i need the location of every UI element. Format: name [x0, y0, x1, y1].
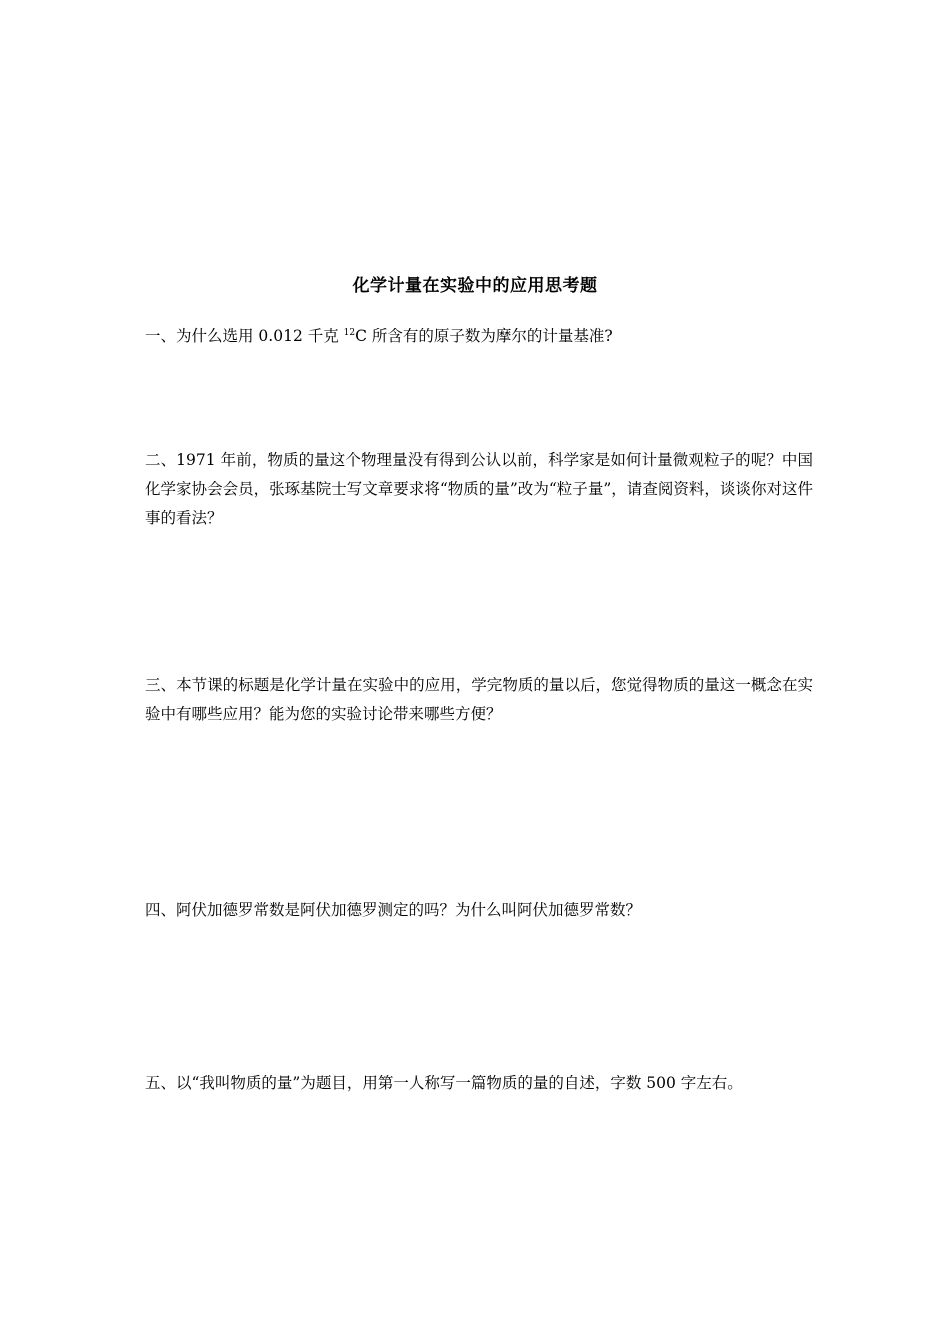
isotope-superscript: 12: [343, 328, 356, 338]
question-1-text-after: C 所含有的原子数为摩尔的计量基准?: [355, 327, 613, 345]
question-4: 四、阿伏加德罗常数是阿伏加德罗测定的吗？为什么叫阿伏加德罗常数？: [145, 901, 642, 919]
document-title: 化学计量在实验中的应用思考题: [352, 276, 598, 296]
question-1: [145, 322, 813, 351]
question-3: 三、本节课的标题是化学计量在实验中的应用，学完物质的量以后，您觉得物质的量这一概念在实验中有哪些应用？能为您的实验讨论带来哪些方便？: [145, 676, 813, 723]
question-2: 二、1971 年前，物质的量这个物理量没有得到公认以前，科学家是如何计量微观粒子的呢？中国化学家协会会员，张琢基院士写文章要求将“物质的量”改为“粒子量”，请查阅资料，谈谈你对这件事的看法？: [145, 451, 813, 527]
question-1-text-before: 一、为什么选用 0.012 千克: [145, 327, 344, 345]
question-5: 五、以“我叫物质的量”为题目，用第一人称写一篇物质的量的自述，字数 500 字左右。: [145, 1074, 743, 1092]
